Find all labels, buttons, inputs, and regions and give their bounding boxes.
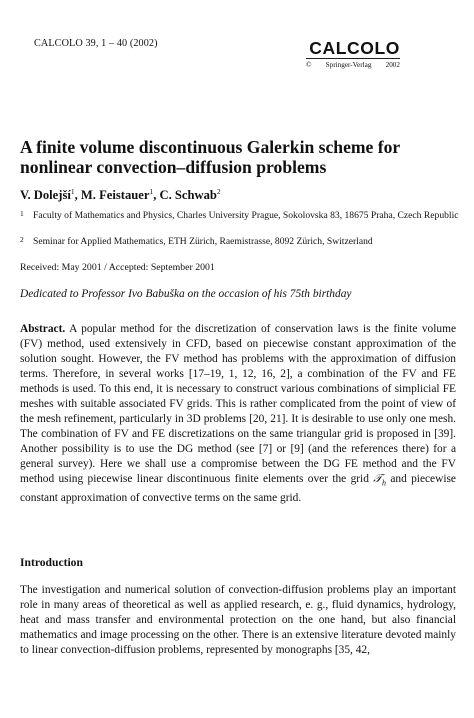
author-name: M. Feistauer [80,188,150,202]
author-affiliation-mark: 1 [70,187,75,196]
author-separator: , [153,188,160,202]
logo-copyright-line [306,61,400,69]
section-heading: Introduction [20,556,83,569]
copyright-symbol: © [306,61,312,69]
publisher-name: Springer-Verlag [325,61,372,69]
dedication: Dedicated to Professor Ivo Babuška on the occasion of his 75th birthday [20,288,352,300]
affiliation-mark: 2 [20,235,24,244]
logo-wordmark: CALCOLO [309,38,400,58]
affiliation-text: Faculty of Mathematics and Physics, Charles University Prague, Sokolovska 83, 18675 Praha, Czech Republic [33,210,459,221]
author-separator: , [74,188,81,202]
abstract [20,322,456,506]
author-name: V. Dolejší [20,188,71,202]
author-name: C. Schwab [159,188,217,202]
logo-divider [306,58,400,59]
author-affiliation-mark: 2 [216,187,221,196]
body-paragraph: The investigation and numerical solution of convection-diffusion problems play an important role in many areas of theoretical as well as applied research, e. g., fluid dynamics, hydrology, heat and mass transfer and environmental protection on the one hand, but also financial mathematics and image processing on the other. There is an extensive literature devoted mainly to linear convection-diffusion problems, represented by monographs [35, 42, [20,584,456,657]
author-affiliation-mark: 1 [149,187,154,196]
logo-year: 2002 [385,61,400,69]
affiliation-mark: 1 [20,209,24,218]
received-dates: Received: May 2001 / Accepted: September 2001 [20,262,215,273]
journal-logo [306,40,400,69]
affiliation [20,210,460,223]
abstract-text: A popular method for the discretization of conservation laws is the finite volume (FV) method, used extensively in CFD, based on piecewise constant approximation of the solution sought. However, the FV method has problems with the approximation of diffusion terms. Therefore, in several works [17–19, 1, 12, 16, 2], a combination of the FV and FE methods is used. To this end, it is necessary to construct various combinations of simplicial FE meshes with suitable associated FV grids. This is rather complicated from the point of view of the mesh refinement, particularly in 3D problems [20, 21]. It is desirable to use only one mesh. The combination of FV and FE discretizations on the same triangular grid is proposed in [39]. Another possibility is to use the DG method (see [7] or [9] (and the references there) for a general survey). Here we shall use a compromise between the DG FE method and the FV method using piecewise linear discontinuous finite elements over the grid [20,323,457,486]
math-symbol: 𝒯 [373,473,382,486]
affiliation-text: Seminar for Applied Mathematics, ETH Zürich, Raemistrasse, 8092 Zürich, Switzerland [33,236,373,247]
journal-reference: CALCOLO 39, 1 – 40 (2002) [34,38,158,49]
abstract-label: Abstract. [20,323,66,335]
math-subscript: h [381,478,386,488]
abstract-text-continued: and piecewise constant approximation of convective terms on the same grid. [20,473,456,504]
article-title: A finite volume discontinuous Galerkin scheme for nonlinear convection–diffusion problems [20,137,400,177]
affiliation [20,236,460,249]
author-list [20,187,221,203]
